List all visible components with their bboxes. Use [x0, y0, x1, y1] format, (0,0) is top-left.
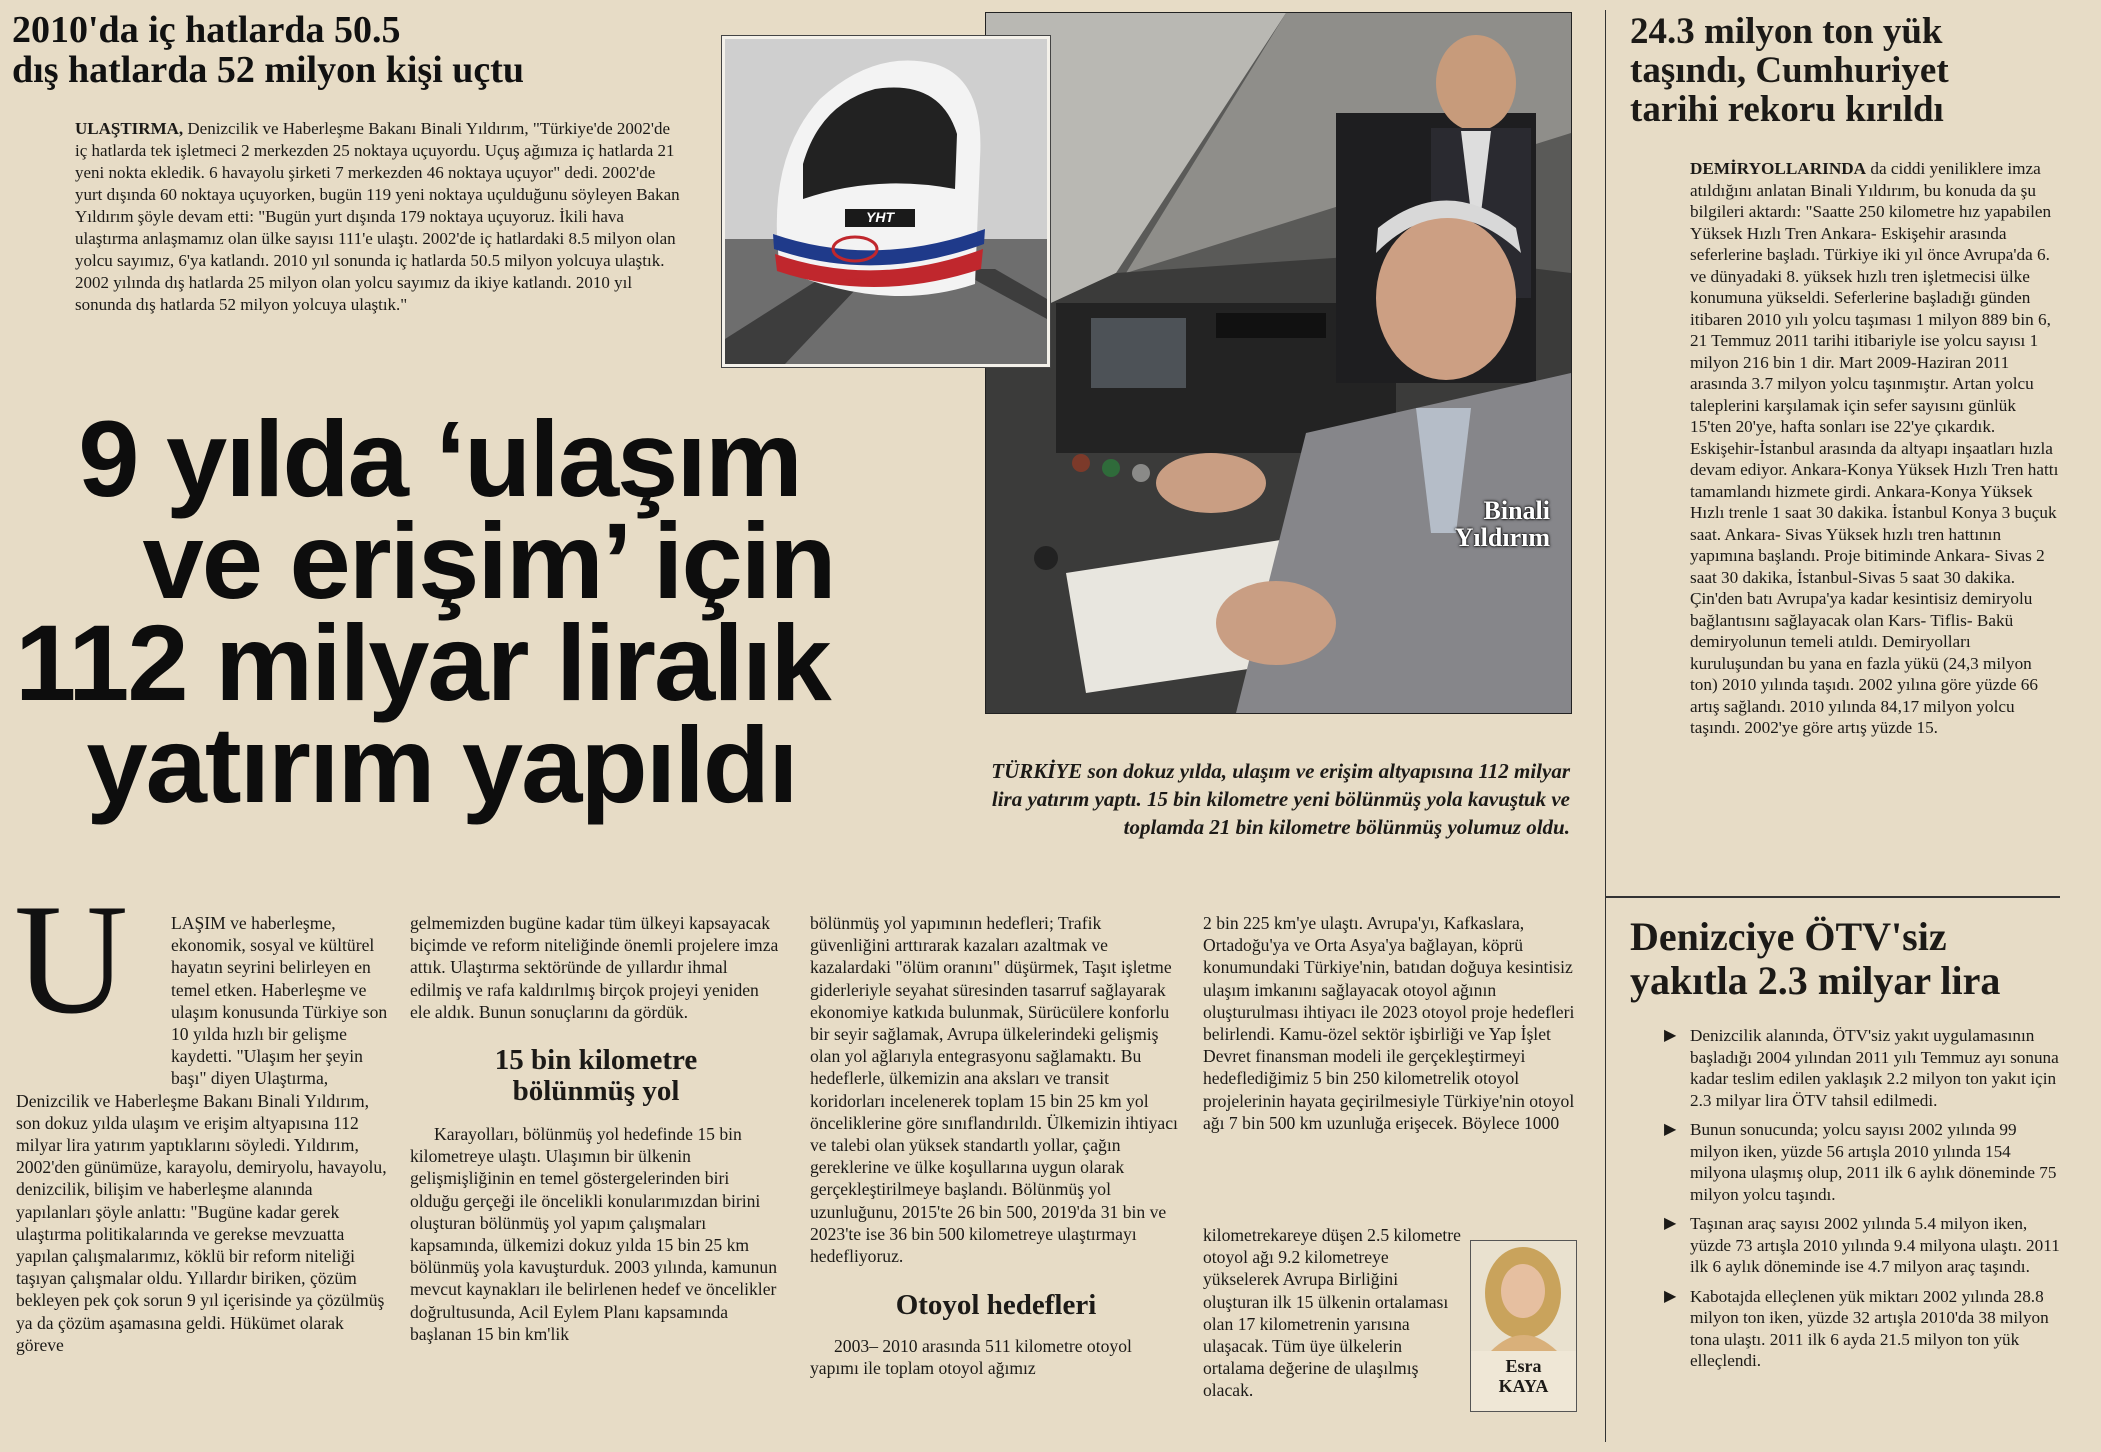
train-logo: TCDD: [846, 277, 874, 288]
right-column-divider: [1605, 10, 1606, 1442]
byline-last-name: KAYA: [1498, 1376, 1549, 1396]
subhead1-line1: 15 bin kilometre: [494, 1044, 698, 1077]
triangle-right-icon: ▶: [1664, 1027, 1677, 1044]
bullet-item: [1664, 1025, 2064, 1111]
bullet-text: Taşınan araç sayısı 2002 yılında 5.4 milyon iken, yüzde 73 artışla 2010 yılında 9.4 milyona ulaştı. 2011 ilk 6 aylık döneminde ise 4.7 milyon araç taşındı.: [1690, 1214, 2060, 1276]
right-top-headline-line3: tarihi rekoru kırıldı: [1630, 89, 1944, 130]
portrait-caption-line2: Yıldırım: [1454, 523, 1550, 552]
triangle-right-icon: ▶: [1664, 1121, 1677, 1138]
photo-caption-text: son dokuz yılda, ulaşım ve erişim altyapısına 112 milyar lira yatırım yaptı. 15 bin kilometre yeni bölünmüş yola kavuştuk ve toplamda 21 bin kilometre bölünmüş yolumuz oldu.: [991, 759, 1570, 839]
bullet-item: [1664, 1213, 2064, 1278]
cockpit-photo: [985, 12, 1572, 714]
author-avatar: [1471, 1241, 1576, 1351]
train-scene: [725, 39, 1047, 364]
article-col4: [1203, 912, 1575, 1134]
subhead1-line2: bölünmüş yol: [512, 1075, 680, 1108]
left-headline-line2: dış hatlarda 52 milyon kişi uçtu: [12, 49, 525, 91]
bullet-text: Denizcilik alanında, ÖTV'siz yakıt uygulamasının başladığı 2004 yılından 2011 yılı Temmuz ayı sonuna kadar teslim edilen yaklaşık 2.2 milyon ton yakıt için 2.3 milyar lira ÖTV tahsil edilmedi.: [1690, 1026, 2059, 1110]
article-col4-top: 2 bin 225 km'ye ulaştı. Avrupa'yı, Kafkaslara, Ortadoğu'ya ve Orta Asya'ya bağlayan, köprü konumundaki Türkiye'nin, batıdan doğuya kesintisiz ulaşım imkanını sağlayacak otoyol ağının oluşturulması ihtiyacı ile 2023 otoyol proje hedefleri belirlendi. Kamu-özel sektör işbirliği ve Yap İşlet Devret finansman modeli ile gerçekleştirmeyi hedeflediğimiz 5 bin 250 kilometrelik otoyol projelerinin hayata geçirilmesiyle Türkiye'nin otoyol ağı 7 bin 500 km uzunluğa erişecek. Böylece 1000: [1203, 913, 1575, 1133]
bullet-text: Kabotajda elleçlenen yük miktarı 2002 yılında 28.8 milyon ton iken, yüzde 32 artışla 2010'da 38 milyon tona ulaştı. 2011 ilk 6 ayda 21.5 milyon ton yük elleçlendi.: [1690, 1286, 2049, 1370]
bullet-text: Bunun sonucunda; yolcu sayısı 2002 yılında 99 milyon iken, yüzde 56 artışla 2010 yılında 154 milyona ulaşmış olup, 2011 ilk 6 aylık döneminde 75 milyon yolcu taşındı.: [1690, 1120, 2057, 1204]
byline-box: [1470, 1240, 1577, 1412]
right-bottom-headline-line1: Denizciye ÖTV'siz: [1630, 914, 1947, 959]
article-col4-lower: [1203, 1224, 1463, 1402]
left-headline-line1: 2010'da iç hatlarda 50.5: [12, 9, 401, 51]
article-col1-text: LAŞIM ve haberleşme, ekonomik, sosyal ve kültürel hayatın seyrini belirleyen en temel etken. Haberleşme ve ulaşım konusunda Türkiye son 10 yılda hızlı bir gelişme kaydetti. "Ulaşım her şeyin başı" diyen Ulaştırma, Denizcilik ve Haberleşme Bakanı Binali Yıldırım, son dokuz yılda ulaşım ve erişim altyapısına 112 milyar lira yatırım yaptıklarını söyledi. Yıldırım, 2002'den günümüze, karayolu, demiryolu, havayolu, denizcilik, bilişim ve haberleşme alanında yapılanları şöyle anlattı: "Bugüne kadar gerek ulaştırma politikalarında ve gerekse mevzuatta yapılan çalışmalarımız, köklü bir reform niteliği taşıyan çalışmalar oldu. Yıllardır biriken, çözüm bekleyen pek çok sorun 9 yıl içerisinde ya çözülmüş ya da çözüm aşamasına geldi. Hükümet olarak göreve: [16, 913, 388, 1355]
subhead-motorway-targets: Otoyol hedefleri: [895, 1289, 1097, 1322]
right-top-text: da ciddi yeniliklere imza atıldığını anlatan Binali Yıldırım, bu konuda da şu bilgileri aktardı: "Saatte 250 kilometre hız yapabilen Yüksek Hızlı Tren Ankara- Eskişehir arasında seferlerine başladı. Türkiye iki yıl önce Avrupa'da 6. ve dünyadaki 8. yüksek hızlı tren işletmecisi ülke konumuna yükseldi. Seferlerine başladığı günden itibaren 2010 yılı yolcu taşıması 1 milyon 889 bin 6, 21 Temmuz 2011 tarihi itibariyle ise yolcu sayısı 1 milyon 216 bin 1 dir. Mart 2009-Haziran 2011 arasında 3.7 milyon yolcu taşınmıştır. Artan yolcu taleplerini karşılamak için sefer sayısını günlük 15'ten 20'ye, hafta sonları ise 22'ye çıkardık. Eskişehir-İstanbul arasında da altyapı inşaatları hızla devam ediyor. Ankara-Konya Yüksek Hızlı Tren hattı tamamlandı hizmete girdi. Ankara-Konya Yüksek Hızlı trenle 1 saat 30 dakika. İstanbul Konya 3 buçuk saat. Ankara- Sivas Yüksek hızlı tren hattının yapımına başlandı. Proje bitiminde Ankara- Sivas 2 saat 30 dakika, İstanbul-Sivas 5 saat 30 dakika. Çin'den batı Avrupa'ya kadar kesintisiz demiryolu bağlantısını sağlayacak olan Kars- Tiflis- Bakü demiryolunun temeli atıldı. Demiryolları kuruluşundan bu yana en fazla yükü (24,3 milyon ton) 2010 yılında taşıdı. 2002 yılına göre yüzde 66 artış sağlandı. 2010 yılında 84,17 milyon yolcu taşındı. 2002'ye göre artış yüzde 15.: [1690, 159, 2059, 737]
article-col2: [410, 912, 782, 1345]
bullet-list: [1664, 1025, 2064, 1372]
right-top-headline: [1630, 12, 2090, 129]
article-col3-top: bölünmüş yol yapımının hedefleri; Trafik güvenliğini arttırarak kazaları azaltmak ve kazalardaki "ölüm oranını" düşürmek, Taşıt işletme giderleriyle seyahat süresinden tasarruf sağlayarak ekonomiye katkıda bulunmak, Sürücülere konforlu bir seyir sağlamak, Avrupa ülkelerindeki gelişmiş olan yol ağlarıyla entegrasyonu sağlamaktı. Bu hedeflerle, ülkemizin ana aksları ve transit koridorları incelenerek toplam 15 bin 25 km yol önceliklerine göre sınıflandırıldı. Ülkemizin ihtiyacı ve talebi olan yüksek standartlı yollar, çağın gereklerine ve ülke koşullarına uygun olarak gerçekleştirilmeye başlandı. Bölünmüş yol uzunluğunu, 2015'te 26 bin 500, 2019'da 31 bin ve 2023'te ise 36 bin 500 kilometreye ulaştırmayı hedefliyoruz.: [810, 913, 1178, 1267]
main-headline-line4: yatırım yapıldı: [86, 704, 797, 825]
triangle-right-icon: ▶: [1664, 1287, 1677, 1305]
article-col3-bottom: 2003– 2010 arasında 511 kilometre otoyol yapımı ile toplam otoyol ağımız: [810, 1336, 1132, 1379]
photo-caption: [975, 757, 1570, 841]
left-story-headline: [12, 10, 712, 90]
right-bottom-headline-line2: yakıtla 2.3 milyar lira: [1630, 958, 2001, 1003]
portrait-caption: [1400, 497, 1550, 551]
portrait-caption-line1: Binali: [1483, 496, 1550, 525]
train-photo: [722, 36, 1050, 367]
right-section-divider: [1605, 896, 2060, 898]
right-top-headline-line1: 24.3 milyon ton yük: [1630, 11, 1943, 52]
cockpit-scene: [986, 13, 1571, 713]
right-top-headline-line2: taşındı, Cumhuriyet: [1630, 50, 1949, 91]
article-col1: [16, 912, 388, 1356]
article-col2-bottom: Karayolları, bölünmüş yol hedefinde 15 bin kilometreye ulaştı. Ulaşımın bir ülkenin gelişmişliğinin en temel göstergelerinden biri olduğu gerçeği ile öncelikli konularımızdan birini oluşturan bölünmüş yol yapım çalışmaları kapsamında, ülkemizi dokuz yılda 15 bin 25 km bölünmüş yola kavuşturduk. 2003 yılında, kamunun mevcut kaynakları ile belirlenen hedef ve öncelikler doğrultusunda, Acil Eylem Planı kapsamında başlanan 15 bin km'lik: [410, 1124, 777, 1344]
triangle-right-icon: ▶: [1664, 1215, 1677, 1232]
right-top-lead-word: DEMİRYOLLARINDA: [1690, 159, 1867, 178]
article-col2-top: gelmemizden bugüne kadar tüm ülkeyi kapsayacak biçimde ve reform niteliğinde önemli projelere imza attık. Ulaştırma sektöründe de yıllardır ihmal edilmiş ve rafa kaldırılmış birçok projeyi yeniden ele aldık. Bunun sonuçlarını da gördük.: [410, 913, 779, 1022]
left-story-body: [75, 118, 685, 316]
train-badge: YHT: [866, 209, 894, 225]
left-story-text: Denizcilik ve Haberleşme Bakanı Binali Yıldırım, "Türkiye'de 2002'de iç hatlarda tek işletmeci 2 merkezden 25 noktaya uçuyordu. Uçuş ağımıza iç hatlarda 21 yeni nokta ekledik. 6 havayolu şirketi 7 merkezden 46 noktaya uçuyor" dedi. 2002'de yurt dışında 60 noktaya uçuyorken, bugün 119 yeni noktaya uçulduğunu söyleyen Bakan Yıldırım şöyle devam etti: "Bugün yurt dışında 179 noktaya uçuyoruz. İkili hava ulaştırma anlaşmamız olan ülke sayısı 111'e ulaştı. 2002'de iç hatlardaki 8.5 milyon olan yolcu sayımız, 6'ya katlandı. 2010 yıl sonunda iç hatlarda 50.5 milyon yolcuya ulaştık. 2002 yılında dış hatlarda 25 milyon olan yolcu sayımız da ikiye katlandı. 2010 yıl sonunda dış hatlarda 52 milyon yolcuya ulaştık.": [75, 119, 680, 314]
right-bottom-bullets: [1664, 1025, 2064, 1380]
main-headline-line2: ve erişim’ için: [142, 500, 835, 621]
right-bottom-headline: [1630, 915, 2090, 1003]
article-col4-bottom: kilometrekareye düşen 2.5 kilometre otoyol ağı 9.2 kilometreye yükselerek Avrupa Birliğini oluşturan ilk 15 ülkenin ortalaması olan 17 kilometrenin yarısına ulaşacak. Tüm üye ülkelerin ortalama değerine de ulaşılmış olacak.: [1203, 1225, 1461, 1401]
main-headline-line1: 9 yılda ‘ulaşım: [78, 398, 801, 519]
photo-caption-lead: TÜRKİYE: [991, 759, 1083, 783]
main-headline-line3: 112 milyar liralık: [15, 602, 830, 723]
right-top-body: [1690, 158, 2060, 739]
left-story-lead-word: ULAŞTIRMA,: [75, 119, 184, 138]
byline-first-name: Esra: [1505, 1356, 1542, 1376]
bullet-item: [1664, 1119, 2064, 1205]
article-col3: [810, 912, 1182, 1380]
subhead-divided-roads: [410, 1045, 782, 1107]
main-headline: [15, 398, 984, 825]
dropcap-spacer: [16, 912, 171, 1072]
bullet-item: [1664, 1286, 2064, 1372]
dropcap: U: [14, 872, 129, 1047]
